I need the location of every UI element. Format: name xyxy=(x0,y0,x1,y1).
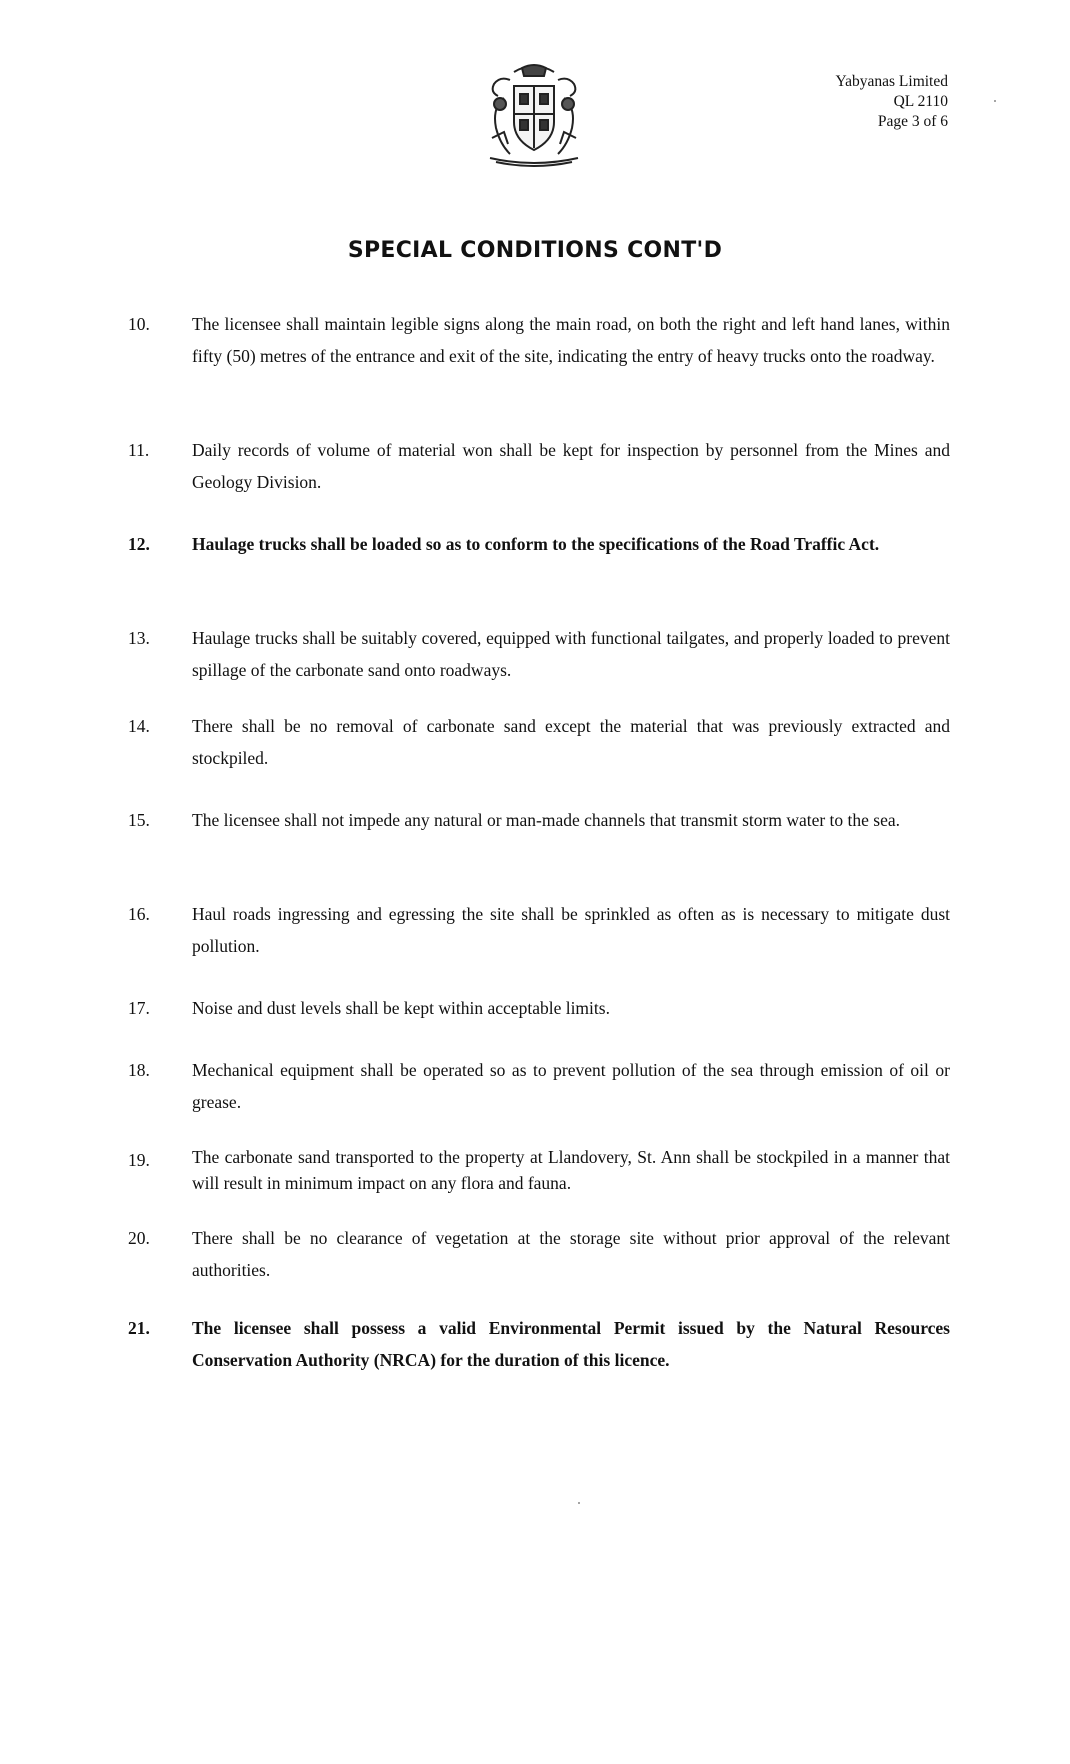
condition-number: 21. xyxy=(128,1318,150,1338)
condition-number: 18. xyxy=(128,1060,150,1080)
condition-text: Haulage trucks shall be loaded so as to conform to the specifications of the Road Traffic Act. xyxy=(192,534,880,554)
scan-speck xyxy=(578,1502,580,1504)
company-name: Yabyanas Limited xyxy=(835,73,948,90)
condition-text: Daily records of volume of material won shall be kept for inspection by personnel from the Mines and Geology Division. xyxy=(192,440,950,492)
condition-11 xyxy=(128,434,950,498)
licence-number: QL 2110 xyxy=(893,93,948,110)
condition-number: 14. xyxy=(128,716,150,736)
condition-number: 17. xyxy=(128,998,150,1018)
condition-13 xyxy=(128,622,950,686)
condition-text: Haulage trucks shall be suitably covered, equipped with functional tailgates, and properly loaded to prevent spillage of the carbonate sand onto roadways. xyxy=(192,628,950,680)
condition-number: 20. xyxy=(128,1228,150,1248)
condition-text: The licensee shall not impede any natural or man-made channels that transmit storm water to the sea. xyxy=(192,810,901,830)
condition-number: 16. xyxy=(128,904,150,924)
document-header xyxy=(835,72,948,132)
condition-14 xyxy=(128,710,950,774)
condition-text: There shall be no clearance of vegetation at the storage site without prior approval of the relevant authorities. xyxy=(192,1228,950,1280)
condition-text: Mechanical equipment shall be operated so as to prevent pollution of the sea through emission of oil or grease. xyxy=(192,1060,950,1112)
condition-number: 13. xyxy=(128,628,150,648)
page-title: SPECIAL CONDITIONS CONT'D xyxy=(347,238,723,263)
condition-text: The licensee shall possess a valid Environmental Permit issued by the Natural Resources Conservation Authority (NRCA) for the duration of this licence. xyxy=(192,1318,950,1370)
condition-number: 10. xyxy=(128,314,150,334)
condition-17 xyxy=(128,992,950,1024)
condition-19 xyxy=(128,1144,950,1196)
condition-number: 12. xyxy=(128,534,150,554)
condition-12 xyxy=(128,528,950,560)
condition-text: The carbonate sand transported to the property at Llandovery, St. Ann shall be stockpiled in a manner that will result in minimum impact on any flora and fauna. xyxy=(192,1147,950,1193)
condition-text: There shall be no removal of carbonate sand except the material that was previously extracted and stockpiled. xyxy=(192,716,950,768)
condition-text: Noise and dust levels shall be kept within acceptable limits. xyxy=(192,998,610,1018)
condition-number: 11. xyxy=(128,440,150,460)
condition-text: Haul roads ingressing and egressing the site shall be sprinkled as often as is necessary to mitigate dust pollution. xyxy=(192,904,950,956)
condition-15 xyxy=(128,804,950,836)
condition-number: 19. xyxy=(128,1150,150,1170)
condition-number: 15. xyxy=(128,810,150,830)
condition-10 xyxy=(128,308,950,372)
condition-18 xyxy=(128,1054,950,1118)
condition-20 xyxy=(128,1222,950,1286)
condition-16 xyxy=(128,898,950,962)
condition-text: The licensee shall maintain legible signs along the main road, on both the right and left hand lanes, within fifty (50) metres of the entrance and exit of the site, indicating the entry of heavy trucks onto the roadway. xyxy=(192,314,950,366)
page-number: Page 3 of 6 xyxy=(877,113,948,130)
coat-of-arms-seal xyxy=(470,58,598,170)
scan-speck xyxy=(994,100,996,102)
condition-21 xyxy=(128,1312,950,1376)
